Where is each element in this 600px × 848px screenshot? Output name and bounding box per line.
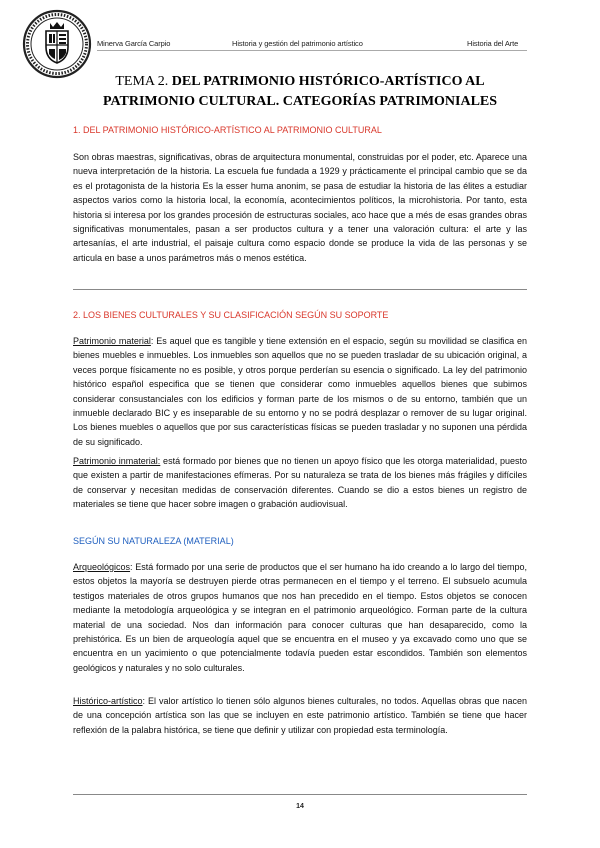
historico-artistico-text: : El valor artístico lo tienen sólo algunos bienes culturales, no todos. Aquellas obras que nacen de una concepción artística son las que se incluyen en este patrimonio artístico. También se tiene que hacer reflexión de la palabra histórica, se tiene que definir y utilizar con propiedad esta terminología. <box>73 696 527 735</box>
arqueologicos-term: Arqueológicos <box>73 562 131 572</box>
naturaleza-subheading: SEGÚN SU NATURALEZA (MATERIAL) <box>73 536 234 546</box>
patrimonio-material-term: Patrimonio material <box>73 336 151 346</box>
title-tema: TEMA 2. <box>115 74 169 89</box>
patrimonio-material-text: : Es aquel que es tangible y tiene extensión en el espacio, según su movilidad se clasifica en bienes muebles e inmuebles. Los inmuebles son aquellos que no se pueden trasladar de su ubicación original, a veces porque físicamente no es posible, y otros porque perderían su esencia o significado. La ley del patrimonio histórico español especifica que se tienen que considerar como inmuebles aquellos bienes que subimos considerar consustanciales con los edificios y forman parte de los mismos o de su entorno, también que un inmueble declarado BIC y es inseparable de su entorno y no se podrá desplazar o remover de su lugar original. Los bienes muebles o aquellos que por sus características físicas se pueden trasladar y no suponen una pérdida de su significado. <box>73 336 527 447</box>
header-author: Minerva García Carpio <box>97 39 171 48</box>
patrimonio-inmaterial-text: está formado por bienes que no tienen un apoyo físico que les otorga materialidad, puesto que existen a partir de manifestaciones efímeras. Por su naturaleza se trata de los bienes más frágiles y difíciles de conservar y necesitan medidas de conservación diferentes. Cuando se dio a estos bienes un registro de materiales se tiene que hacer sobre imagen o grabación audiovisual. <box>73 456 527 510</box>
patrimonio-inmaterial-term: Patrimonio inmaterial: <box>73 456 161 466</box>
section1-paragraph: Son obras maestras, significativas, obras de arquitectura monumental, construidas por el poder, etc. Aparece una nueva interpretación de la historia. La escuela fue fundada a 1929 y prácticamente el principal cambio que se da es el protagonista de la historia Es la esser huma anonim, se pasa de estudiar la historia de las élites a estudiar aspectos varios como la historia local, la economía, acontecimientos políticos, la microhistoria. Por tanto, esta historia si interesa por los grandes procesión de estructuras sociales, aco hace que a més de esas grandes obras significativas monumentales, pasan a ser productos cultura y a tener una valoración cultura: el arte y las artesanías, el arte industrial, el paisaje cultura como espacio donde se produce la vida de las personas y se articula en base a unos parámetros más o menos estética. <box>73 152 527 263</box>
arqueologicos-paragraph <box>73 560 527 675</box>
header-course: Historia y gestión del patrimonio artístico <box>232 39 363 48</box>
page-title <box>95 72 505 112</box>
university-seal-logo <box>22 9 92 79</box>
patrimonio-inmaterial-paragraph <box>73 454 527 512</box>
historico-artistico-term: Histórico-artístico <box>73 696 143 706</box>
title-text: DEL PATRIMONIO HISTÓRICO-ARTÍSTICO AL PATRIMONIO CULTURAL. CATEGORÍAS PATRIMONIALES <box>102 74 498 109</box>
header-subject: Historia del Arte <box>467 39 519 48</box>
historico-artistico-paragraph <box>73 694 527 737</box>
section-divider <box>73 289 527 290</box>
footer-divider <box>73 794 527 795</box>
arqueologicos-text: : Está formado por una serie de productos que el ser humano ha ido creando a lo largo del tiempo, estos objetos la mayoría se destruyen pierde otras permanecen en el tiempo y el terreno. El subsuelo acumula testigos materiales de otros grupos humanos que nos han precedido en el tiempo. Estos objetos se conocen mediante la metodología arqueológica y se integran en el patrimonio arqueológico. Forman parte de la cultura material de una sociedad. Nos dan información para conocer culturas que han desaparecido, como la prehistórica. Es un bien de arqueología aquel que se encuentra en el museo y ya excavado como uno que se encuentra en un yacimiento o que potencialmente todavía pueden estar escondidos. También son elementos geológicos y naturales y no solo culturales. <box>73 562 527 673</box>
header-divider <box>97 50 527 51</box>
section2-heading: 2. LOS BIENES CULTURALES Y SU CLASIFICACIÓN SEGÚN SU SOPORTE <box>73 310 389 320</box>
page-number: 14 <box>296 803 304 810</box>
patrimonio-material-paragraph <box>73 334 527 449</box>
section1-heading: 1. DEL PATRIMONIO HISTÓRICO-ARTÍSTICO AL PATRIMONIO CULTURAL <box>73 125 382 135</box>
